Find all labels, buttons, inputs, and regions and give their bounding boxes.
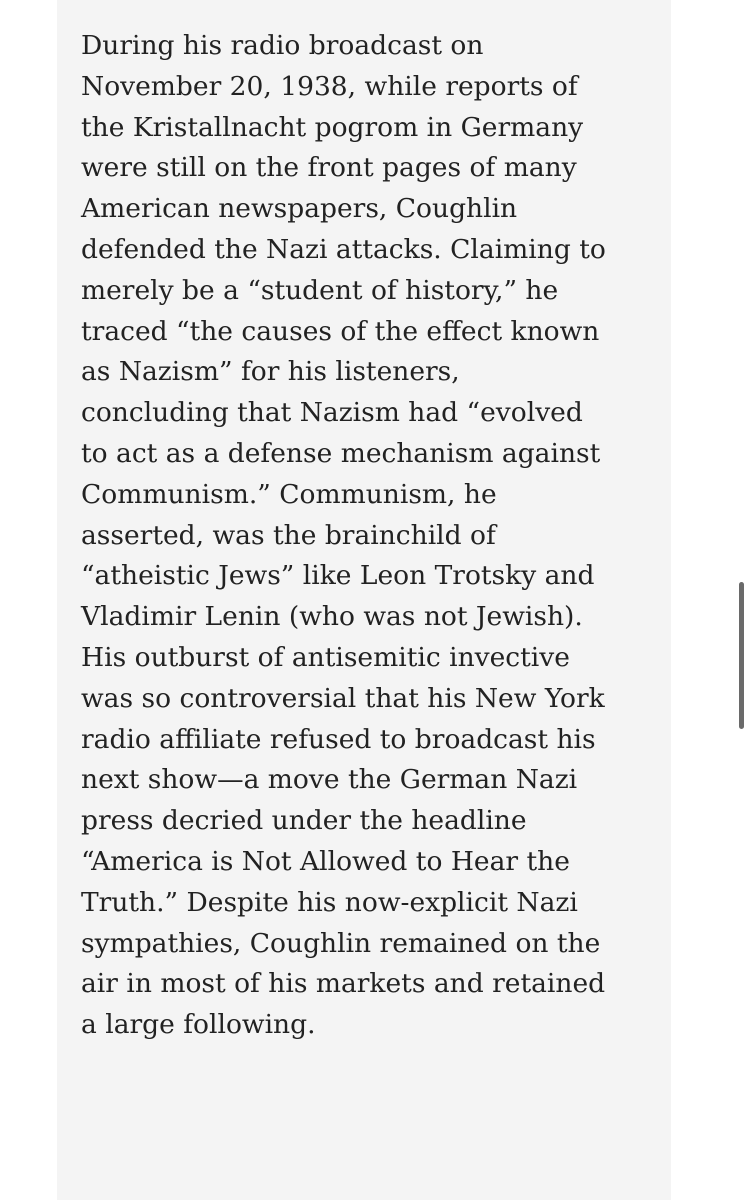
paragraph-line: radio affiliate refused to broadcast his [81, 723, 596, 755]
paragraph-line: press decried under the headline [81, 805, 527, 837]
paragraph-line: traced “the causes of the effect known [81, 315, 600, 347]
paragraph-line: November 20, 1938, while reports of [81, 70, 578, 102]
paragraph-line: Vladimir Lenin (who was not Jewish). [81, 601, 583, 633]
paragraph-line: American newspapers, Coughlin [81, 193, 518, 225]
paragraph-line: “atheistic Jews” like Leon Trotsky and [81, 560, 595, 592]
paragraph-line: to act as a defense mechanism against [81, 437, 601, 469]
scrollbar-thumb[interactable] [739, 582, 744, 729]
paragraph-line: Communism.” Communism, he [81, 478, 497, 510]
paragraph-line: His outburst of antisemitic invective [81, 641, 570, 673]
paragraph-line: defended the Nazi attacks. Claiming to [81, 233, 606, 265]
paragraph-line: During his radio broadcast on [81, 30, 484, 61]
paragraph-line: asserted, was the brainchild of [81, 519, 496, 551]
paragraph-line: air in most of his markets and retained [81, 968, 606, 1000]
paragraph-line: were still on the front pages of many [81, 152, 577, 184]
paragraph-line: was so controversial that his New York [81, 682, 605, 714]
paragraph-line: merely be a “student of history,” he [81, 274, 559, 306]
paragraph-line: next show—a move the German Nazi [81, 764, 578, 796]
paragraph-line: “America is Not Allowed to Hear the [81, 845, 570, 877]
article-panel [57, 0, 671, 1200]
paragraph-line: concluding that Nazism had “evolved [81, 397, 583, 429]
article-paragraph [81, 26, 666, 1046]
paragraph-line: sympathies, Coughlin remained on the [81, 927, 601, 959]
paragraph-line: Truth.” Despite his now-explicit Nazi [81, 886, 578, 918]
paragraph-line: the Kristallnacht pogrom in Germany [81, 111, 584, 143]
paragraph-line: as Nazism” for his listeners, [81, 356, 460, 388]
paragraph-line: a large following. [81, 1009, 316, 1041]
